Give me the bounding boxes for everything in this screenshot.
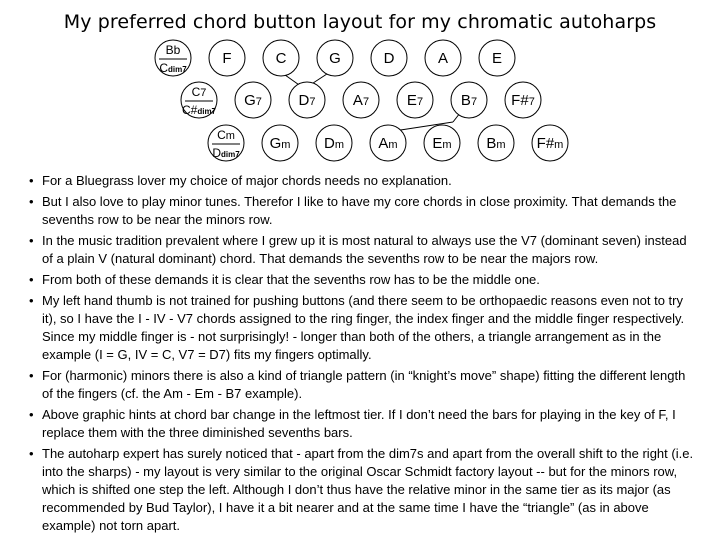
chord-buttons <box>155 40 568 161</box>
chord-button-g7[interactable] <box>235 82 271 118</box>
chord-button-c7[interactable] <box>181 82 217 118</box>
chord-label: Em <box>432 135 452 152</box>
chord-label: E7 <box>406 92 424 109</box>
chord-button-d7[interactable] <box>289 82 325 118</box>
page-title: My preferred chord button layout for my chromatic autoharps <box>63 11 657 33</box>
chord-label: D7 <box>298 92 316 109</box>
chord-button-em[interactable] <box>424 125 460 161</box>
note-item: • The autoharp expert has surely noticed that - apart from the dim7s and apart from the overall shift to the right (i.e. into the sharps) - my layout is very similar to the original Oscar Schmidt factory layout -- but for the minors row, which is shifted one step the left. Although I don’t thus have the relative minor in the same tier as its major (as recommended by Bud Taylor), I have it a bit nearer and at the same time I have the “triangle” (as in above example) not torn apart. <box>30 445 698 535</box>
chord-button-cm[interactable] <box>208 125 244 161</box>
note-item: • From both of these demands it is clear that the sevenths row has to be the middle one. <box>30 271 698 289</box>
dim7-label: C#dim7 <box>181 103 217 117</box>
note-item: • For (harmonic) minors there is also a kind of triangle pattern (in “knight’s move” shape) fitting the different length of the fingers (cf. the Am - Em - B7 example). <box>30 367 698 403</box>
note-item: • My left hand thumb is not trained for pushing buttons (and there seem to be orthopaedic reasons even not to try it), so I have the I - IV - V7 chords assigned to the ring finger, the index finger and the middle finger respectively. Since my middle finger is - not surprisingly! - longer than both of the others, a triangle arrangement as in the example (I = G, IV = C, V7 = D7) fits my fingers optimally. <box>30 292 698 364</box>
note-item: • For a Bluegrass lover my choice of major chords needs no explanation. <box>30 172 698 190</box>
chord-button-e7[interactable] <box>397 82 433 118</box>
chord-label: F <box>222 50 232 67</box>
chord-button-a[interactable] <box>425 40 461 76</box>
chord-label: Am <box>378 135 398 152</box>
chord-label: Gm <box>269 135 291 152</box>
dim7-label: Cdim7 <box>159 61 187 75</box>
chord-button-f-sharp7[interactable] <box>505 82 541 118</box>
note-item: • But I also love to play minor tunes. Therefor I like to have my core chords in close proximity. That demands the sevenths row to be near the minors row. <box>30 193 698 229</box>
chord-label: Dm <box>323 135 345 152</box>
chord-label: C <box>275 50 287 67</box>
chord-button-e[interactable] <box>479 40 515 76</box>
chord-button-c[interactable] <box>263 40 299 76</box>
chord-label: G7 <box>244 92 262 109</box>
chord-label: A7 <box>352 92 370 109</box>
chord-label: D <box>383 50 395 67</box>
note-item: • In the music tradition prevalent where I grew up it is most natural to always use the V7 (dominant seven) instead of a plain V (natural dominant) chord. That demands the sevenths row to be near the majors row. <box>30 232 698 268</box>
chord-label: Bm <box>486 135 506 152</box>
chord-label: F#7 <box>511 92 535 109</box>
chord-button-f[interactable] <box>209 40 245 76</box>
chord-button-bb[interactable] <box>155 40 191 76</box>
chord-button-d[interactable] <box>371 40 407 76</box>
chord-button-am[interactable] <box>370 125 406 161</box>
chord-label: B7 <box>460 92 478 109</box>
notes-list <box>30 172 698 538</box>
chord-button-bm[interactable] <box>478 125 514 161</box>
chord-label: Cm <box>217 128 235 142</box>
chord-button-gm[interactable] <box>262 125 298 161</box>
chord-label: F#m <box>536 135 564 152</box>
chord-button-diagram <box>0 0 720 172</box>
note-item: • Above graphic hints at chord bar change in the leftmost tier. If I don’t need the bars for playing in the key of F, I replace them with the three diminished sevenths bars. <box>30 406 698 442</box>
chord-button-a7[interactable] <box>343 82 379 118</box>
chord-label: C7 <box>191 85 207 99</box>
chord-button-b7[interactable] <box>451 82 487 118</box>
chord-label: A <box>437 50 449 67</box>
chord-button-dm[interactable] <box>316 125 352 161</box>
dim7-label: Ddim7 <box>212 146 240 160</box>
chord-label: Bb <box>165 43 181 57</box>
chord-button-f-sharpm[interactable] <box>532 125 568 161</box>
chord-label: E <box>491 50 503 67</box>
chord-label: G <box>329 50 341 67</box>
chord-button-g[interactable] <box>317 40 353 76</box>
